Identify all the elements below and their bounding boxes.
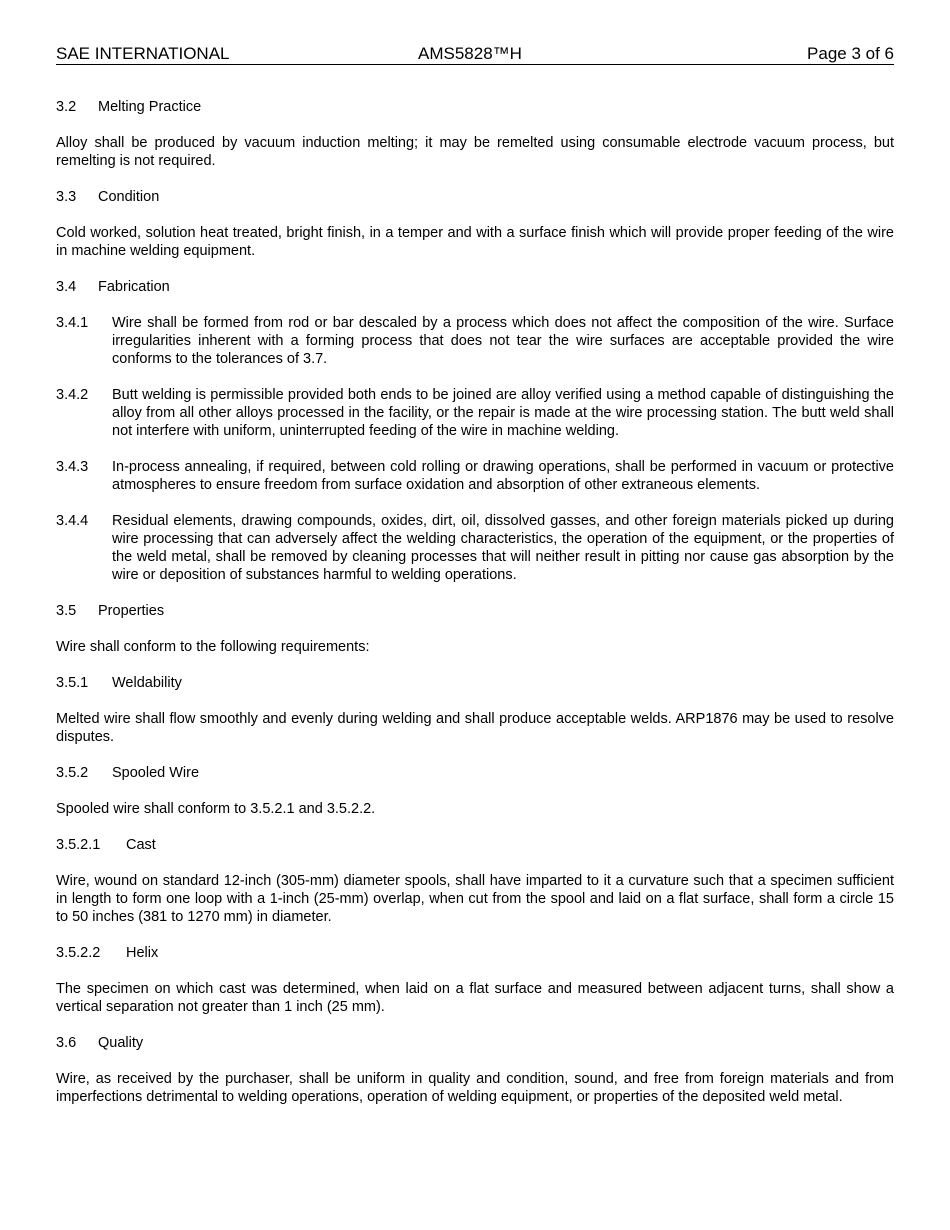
subsection-text: Butt welding is permissible provided both ends to be joined are alloy verified using a method capable of distinguishing the alloy from all other alloys processed in the facility, or the repair is made at the wire processing station. The butt weld shall not interfere with uniform, uninterrupted feeding of the wire in machine welding.: [112, 387, 894, 439]
section-number: 3.6: [56, 1035, 77, 1051]
section-text-3-5-2: Spooled wire shall conform to 3.5.2.1 and 3.5.2.2.: [56, 801, 376, 817]
section-title: Fabrication: [98, 279, 170, 295]
section-text-3-5-2-2: The specimen on which cast was determined, when laid on a flat surface and measured between adjacent turns, shall show a vertical separation not greater than 1 inch (25 mm).: [56, 981, 894, 1015]
header-document-number: AMS5828™H: [418, 44, 522, 63]
subsection-number: 3.4.1: [56, 315, 89, 331]
section-heading-3-6: [56, 1034, 894, 1052]
section-heading-3-5-2-2: [56, 944, 894, 962]
section-text-3-5: Wire shall conform to the following requirements:: [56, 639, 370, 655]
subsection-text: In-process annealing, if required, between cold rolling or drawing operations, shall be performed in vacuum or protective atmospheres to ensure freedom from surface oxidation and absorption of other extraneous elements.: [112, 459, 894, 493]
subsection-number: 3.4.2: [56, 387, 89, 403]
document-body: [56, 98, 894, 1106]
subsection-3-4-2: [56, 386, 894, 440]
subsection-3-4-4: [56, 512, 894, 584]
section-heading-3-3: [56, 188, 894, 206]
section-title: Melting Practice: [98, 99, 202, 115]
section-heading-3-4: [56, 278, 894, 296]
section-text-3-2: Alloy shall be produced by vacuum induction melting; it may be remelted using consumable electrode vacuum process, but remelting is not required.: [56, 135, 894, 169]
section-title: Helix: [126, 945, 159, 961]
section-title: Quality: [98, 1035, 144, 1051]
section-heading-3-5-2: [56, 764, 894, 782]
page-header: [56, 44, 894, 65]
subsection-text: Residual elements, drawing compounds, oxides, dirt, oil, dissolved gasses, and other foreign materials picked up during wire processing that can adversely affect the welding characteristics, the operation of the equipment, or the properties of the weld metal, shall be removed by cleaning processes that will neither result in pitting nor cause gas absorption by the wire or deposition of substances harmful to welding operations.: [112, 513, 894, 583]
section-text-3-6: Wire, as received by the purchaser, shall be uniform in quality and condition, sound, and free from foreign materials and from imperfections detrimental to welding operations, operation of welding equipment, or properties of the deposited weld metal.: [56, 1071, 894, 1105]
subsection-3-4-1: [56, 314, 894, 368]
header-page-number: Page 3 of 6: [807, 44, 894, 63]
section-number: 3.2: [56, 99, 77, 115]
section-title: Cast: [126, 837, 156, 853]
section-number: 3.3: [56, 189, 77, 205]
section-number: 3.5.2.2: [56, 945, 101, 961]
subsection-number: 3.4.4: [56, 513, 89, 529]
section-text-3-5-1: Melted wire shall flow smoothly and evenly during welding and shall produce acceptable welds. ARP1876 may be used to resolve disputes.: [56, 711, 894, 745]
subsection-text: Wire shall be formed from rod or bar descaled by a process which does not affect the composition of the wire. Surface irregularities inherent with a forming process that does not tear the wire surfaces are acceptable provided the wire conforms to the tolerances of 3.7.: [112, 315, 894, 367]
section-number: 3.5: [56, 603, 77, 619]
section-heading-3-2: [56, 98, 894, 116]
subsection-number: 3.4.3: [56, 459, 89, 475]
section-number: 3.5.2.1: [56, 837, 101, 853]
section-title: Spooled Wire: [112, 765, 200, 781]
section-number: 3.4: [56, 279, 77, 295]
section-number: 3.5.2: [56, 765, 89, 781]
section-heading-3-5-1: [56, 674, 894, 692]
section-heading-3-5: [56, 602, 894, 620]
section-heading-3-5-2-1: [56, 836, 894, 854]
header-organization: SAE INTERNATIONAL: [56, 44, 230, 63]
subsection-3-4-3: [56, 458, 894, 494]
section-number: 3.5.1: [56, 675, 89, 691]
section-text-3-3: Cold worked, solution heat treated, bright finish, in a temper and with a surface finish which will provide proper feeding of the wire in machine welding equipment.: [56, 225, 894, 259]
section-title: Properties: [98, 603, 165, 619]
section-title: Condition: [98, 189, 160, 205]
section-title: Weldability: [112, 675, 182, 691]
section-text-3-5-2-1: Wire, wound on standard 12-inch (305-mm) diameter spools, shall have imparted to it a curvature such that a specimen sufficient in length to form one loop with a 1-inch (25-mm) overlap, when cut from the spool and laid on a flat surface, shall form a circle 15 to 50 inches (381 to 1270 mm) in diameter.: [56, 873, 894, 925]
